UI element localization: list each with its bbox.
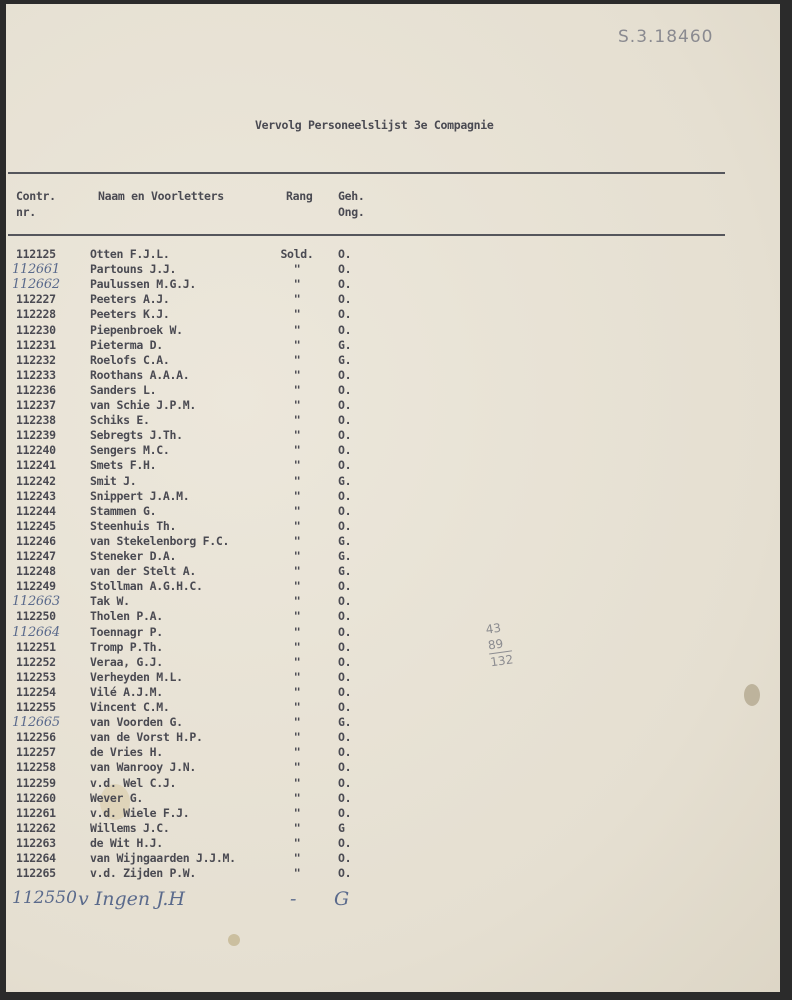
table-row bbox=[0, 579, 400, 594]
row-nr: 112661 bbox=[12, 262, 60, 278]
header-rang: Rang bbox=[286, 189, 313, 203]
row-geh: O. bbox=[338, 760, 352, 775]
row-name: Otten F.J.L. bbox=[90, 247, 170, 261]
row-geh: G. bbox=[338, 715, 352, 730]
row-name: v Ingen J.H bbox=[78, 888, 185, 910]
row-nr: 112550 bbox=[12, 888, 77, 908]
row-rang: " bbox=[293, 594, 301, 609]
row-geh: O. bbox=[338, 669, 352, 684]
row-geh: O. bbox=[338, 730, 352, 745]
row-name: v.d. Wel C.J. bbox=[90, 775, 177, 790]
row-geh: O. bbox=[338, 790, 352, 805]
table-row bbox=[0, 443, 400, 458]
row-geh: O. bbox=[338, 579, 352, 594]
row-rang: " bbox=[293, 443, 301, 458]
row-name: Smets F.H. bbox=[90, 458, 157, 473]
row-geh: O. bbox=[338, 413, 352, 428]
row-geh: O. bbox=[338, 367, 352, 382]
row-name: Roelofs C.A. bbox=[90, 352, 170, 367]
row-geh: G. bbox=[338, 337, 352, 352]
row-geh: O. bbox=[338, 488, 352, 503]
row-geh: O. bbox=[338, 443, 352, 458]
row-geh: O. bbox=[338, 398, 352, 412]
header-contr-nr bbox=[16, 188, 56, 220]
row-name: van Wanrooy J.N. bbox=[90, 760, 196, 775]
table-row bbox=[0, 851, 400, 866]
row-nr: 112261 bbox=[16, 805, 56, 820]
row-geh: O. bbox=[338, 609, 352, 624]
row-geh: O. bbox=[338, 382, 352, 397]
row-rang: " bbox=[293, 805, 301, 820]
table-row bbox=[0, 292, 400, 307]
row-rang: " bbox=[293, 367, 301, 382]
header-ong: Ong. bbox=[338, 205, 365, 219]
row-rang: " bbox=[293, 549, 301, 563]
row-rang: " bbox=[293, 533, 301, 548]
table-row bbox=[0, 413, 400, 428]
row-name: Vincent C.M. bbox=[90, 700, 170, 714]
row-rang: " bbox=[293, 624, 301, 639]
row-geh: O. bbox=[338, 700, 352, 714]
row-geh: O. bbox=[338, 322, 352, 337]
row-rang: " bbox=[293, 458, 301, 473]
row-name: Toennagr P. bbox=[90, 624, 163, 639]
row-rang: " bbox=[293, 352, 301, 367]
row-name: de Wit H.J. bbox=[90, 835, 163, 850]
row-nr: 112242 bbox=[16, 473, 56, 488]
row-nr: 112238 bbox=[16, 413, 56, 428]
row-rang: " bbox=[293, 745, 301, 760]
row-rang: " bbox=[293, 851, 301, 865]
row-name: Peeters A.J. bbox=[90, 292, 170, 307]
table-row bbox=[0, 564, 400, 579]
row-geh: O. bbox=[338, 458, 352, 473]
row-geh: G. bbox=[338, 352, 352, 367]
row-rang: " bbox=[293, 322, 301, 337]
row-nr: 112239 bbox=[16, 428, 56, 443]
row-rang: Sold. bbox=[280, 247, 314, 261]
table-row bbox=[0, 700, 400, 715]
table-row bbox=[0, 776, 400, 791]
row-geh: O. bbox=[338, 684, 352, 699]
row-nr: 112227 bbox=[16, 292, 56, 307]
row-geh: O. bbox=[338, 775, 352, 790]
row-geh: O. bbox=[338, 851, 352, 865]
row-name: Piepenbroek W. bbox=[90, 322, 183, 337]
table-row bbox=[0, 262, 400, 277]
row-rang: " bbox=[293, 473, 301, 488]
header-contr: Contr. bbox=[16, 189, 56, 203]
table-row bbox=[0, 866, 400, 881]
table-row bbox=[0, 791, 400, 806]
header-nr: nr. bbox=[16, 205, 36, 219]
table-row bbox=[0, 806, 400, 821]
row-name: Steenhuis Th. bbox=[90, 518, 177, 533]
table-row bbox=[0, 277, 400, 292]
row-geh: G. bbox=[338, 473, 352, 488]
row-nr: 112664 bbox=[12, 624, 60, 640]
row-name: v.d. Zijden P.W. bbox=[90, 866, 196, 881]
row-geh: O. bbox=[338, 518, 352, 533]
row-geh: G. bbox=[338, 564, 352, 579]
row-name: Snippert J.A.M. bbox=[90, 488, 190, 503]
table-row bbox=[0, 323, 400, 338]
row-rang: " bbox=[293, 503, 301, 518]
row-name: van der Stelt A. bbox=[90, 564, 196, 579]
row-geh: O. bbox=[338, 262, 352, 277]
row-name: de Vries H. bbox=[90, 745, 163, 760]
row-rang: " bbox=[293, 775, 301, 790]
row-nr: 112244 bbox=[16, 503, 56, 518]
table-row bbox=[0, 640, 400, 655]
row-geh: O. bbox=[338, 745, 352, 760]
annotation-line: 43 bbox=[484, 620, 502, 637]
table-row bbox=[0, 307, 400, 322]
row-nr: 112255 bbox=[16, 700, 56, 714]
handwritten-row bbox=[0, 888, 400, 914]
row-rang: " bbox=[293, 518, 301, 533]
row-nr: 112240 bbox=[16, 443, 56, 458]
table-row bbox=[0, 609, 400, 624]
stain bbox=[744, 684, 760, 706]
row-nr: 112253 bbox=[16, 669, 56, 684]
row-nr: 112243 bbox=[16, 488, 56, 503]
row-rang: " bbox=[293, 277, 301, 292]
row-name: Paulussen M.G.J. bbox=[90, 277, 196, 292]
divider bbox=[8, 172, 725, 174]
row-geh: G bbox=[334, 888, 350, 910]
table-row bbox=[0, 368, 400, 383]
row-name: Peeters K.J. bbox=[90, 307, 170, 322]
row-nr: 112125 bbox=[16, 247, 56, 261]
table-row bbox=[0, 338, 400, 353]
row-name: Tak W. bbox=[90, 594, 130, 609]
row-rang: " bbox=[293, 730, 301, 745]
row-rang: " bbox=[293, 398, 301, 412]
row-name: Verheyden M.L. bbox=[90, 669, 183, 684]
row-nr: 112245 bbox=[16, 518, 56, 533]
row-rang: " bbox=[293, 866, 301, 881]
table-row bbox=[0, 715, 400, 730]
row-geh: O. bbox=[338, 639, 352, 654]
table-row bbox=[0, 519, 400, 534]
row-rang: " bbox=[293, 337, 301, 352]
row-nr: 112663 bbox=[12, 594, 60, 610]
row-name: van Wijngaarden J.J.M. bbox=[90, 851, 236, 865]
table-row bbox=[0, 549, 400, 564]
table-row bbox=[0, 625, 400, 640]
row-geh: O. bbox=[338, 805, 352, 820]
row-geh: O. bbox=[338, 835, 352, 850]
row-rang: " bbox=[293, 292, 301, 307]
row-name: Pieterma D. bbox=[90, 337, 163, 352]
row-name: Tromp P.Th. bbox=[90, 639, 163, 654]
row-geh: O. bbox=[338, 594, 352, 609]
row-nr: 112237 bbox=[16, 398, 56, 412]
row-nr: 112247 bbox=[16, 549, 56, 563]
row-geh: O. bbox=[338, 292, 352, 307]
table-row bbox=[0, 428, 400, 443]
row-rang: " bbox=[293, 835, 301, 850]
row-rang: " bbox=[293, 262, 301, 277]
row-name: Vilé A.J.M. bbox=[90, 684, 163, 699]
row-rang: " bbox=[293, 382, 301, 397]
table-row bbox=[0, 474, 400, 489]
table-row bbox=[0, 489, 400, 504]
row-nr: 112262 bbox=[16, 820, 56, 835]
row-rang: " bbox=[293, 684, 301, 699]
row-rang: " bbox=[293, 790, 301, 805]
row-nr: 112230 bbox=[16, 322, 56, 337]
table-row bbox=[0, 247, 400, 262]
row-nr: 112228 bbox=[16, 307, 56, 322]
header-naam: Naam en Voorletters bbox=[98, 189, 224, 203]
row-rang: " bbox=[293, 760, 301, 775]
row-name: Veraa, G.J. bbox=[90, 654, 163, 669]
table-row bbox=[0, 594, 400, 609]
row-rang: " bbox=[293, 564, 301, 579]
row-nr: 112264 bbox=[16, 851, 56, 865]
table-row bbox=[0, 836, 400, 851]
row-rang: - bbox=[290, 888, 297, 910]
table-row bbox=[0, 655, 400, 670]
row-rang: " bbox=[293, 413, 301, 428]
row-nr: 112260 bbox=[16, 790, 56, 805]
row-name: Sanders L. bbox=[90, 382, 157, 397]
row-name: Wever G. bbox=[90, 790, 143, 805]
row-geh: O. bbox=[338, 624, 352, 639]
row-rang: " bbox=[293, 488, 301, 503]
row-name: van de Vorst H.P. bbox=[90, 730, 203, 745]
row-name: van Stekelenborg F.C. bbox=[90, 533, 230, 548]
page-title: Vervolg Personeelslijst 3e Compagnie bbox=[255, 118, 494, 132]
row-geh: O. bbox=[338, 247, 352, 261]
row-rang: " bbox=[293, 579, 301, 594]
row-name: Sengers M.C. bbox=[90, 443, 170, 458]
row-name: Partouns J.J. bbox=[90, 262, 177, 277]
row-nr: 112254 bbox=[16, 684, 56, 699]
row-nr: 112263 bbox=[16, 835, 56, 850]
row-nr: 112232 bbox=[16, 352, 56, 367]
row-geh: O. bbox=[338, 654, 352, 669]
row-name: Stollman A.G.H.C. bbox=[90, 579, 203, 594]
row-name: Stammen G. bbox=[90, 503, 157, 518]
row-rang: " bbox=[293, 428, 301, 443]
annotation-line: 89 bbox=[487, 634, 512, 654]
row-rang: " bbox=[293, 715, 301, 730]
row-nr: 112257 bbox=[16, 745, 56, 760]
table-row bbox=[0, 383, 400, 398]
row-name: Smit J. bbox=[90, 473, 137, 488]
row-rang: " bbox=[293, 307, 301, 322]
row-nr: 112665 bbox=[12, 715, 60, 731]
stain bbox=[228, 934, 240, 946]
row-nr: 112265 bbox=[16, 866, 56, 881]
row-rang: " bbox=[293, 654, 301, 669]
row-nr: 112248 bbox=[16, 564, 56, 579]
row-rang: " bbox=[293, 669, 301, 684]
row-nr: 112251 bbox=[16, 639, 56, 654]
row-nr: 112258 bbox=[16, 760, 56, 775]
row-nr: 112662 bbox=[12, 277, 60, 293]
row-rang: " bbox=[293, 639, 301, 654]
row-nr: 112250 bbox=[16, 609, 56, 624]
row-rang: " bbox=[293, 609, 301, 624]
table-row bbox=[0, 670, 400, 685]
row-nr: 112236 bbox=[16, 382, 56, 397]
row-name: van Schie J.P.M. bbox=[90, 398, 196, 412]
table-row bbox=[0, 458, 400, 473]
row-name: Tholen P.A. bbox=[90, 609, 163, 624]
row-name: v.d. Wiele F.J. bbox=[90, 805, 190, 820]
row-geh: O. bbox=[338, 866, 352, 881]
row-rang: " bbox=[293, 820, 301, 835]
table-row bbox=[0, 534, 400, 549]
annotation-line: 132 bbox=[489, 652, 515, 670]
row-geh: G bbox=[338, 820, 345, 835]
row-nr: 112259 bbox=[16, 775, 56, 790]
row-nr: 112233 bbox=[16, 367, 56, 382]
table-row bbox=[0, 730, 400, 745]
archive-number: S.3.18460 bbox=[618, 27, 714, 47]
table-row bbox=[0, 353, 400, 368]
header-geh: Geh. bbox=[338, 189, 365, 203]
row-nr: 112256 bbox=[16, 730, 56, 745]
row-nr: 112246 bbox=[16, 533, 56, 548]
row-nr: 112241 bbox=[16, 458, 56, 473]
row-geh: G. bbox=[338, 533, 352, 548]
header-geh-ong bbox=[338, 188, 365, 220]
divider bbox=[8, 234, 725, 236]
row-nr: 112249 bbox=[16, 579, 56, 594]
row-nr: 112231 bbox=[16, 337, 56, 352]
row-geh: O. bbox=[338, 307, 352, 322]
table-row bbox=[0, 398, 400, 413]
row-geh: O. bbox=[338, 277, 352, 292]
row-rang: " bbox=[293, 700, 301, 714]
row-name: Sebregts J.Th. bbox=[90, 428, 183, 443]
row-name: Steneker D.A. bbox=[90, 549, 177, 563]
row-geh: O. bbox=[338, 428, 352, 443]
row-name: Willems J.C. bbox=[90, 820, 170, 835]
row-name: Roothans A.A.A. bbox=[90, 367, 190, 382]
table-row bbox=[0, 504, 400, 519]
row-geh: G. bbox=[338, 549, 352, 563]
table-row bbox=[0, 821, 400, 836]
row-name: Schiks E. bbox=[90, 413, 150, 428]
table-row bbox=[0, 685, 400, 700]
row-geh: O. bbox=[338, 503, 352, 518]
table-row bbox=[0, 760, 400, 775]
row-name: van Voorden G. bbox=[90, 715, 183, 730]
table-row bbox=[0, 745, 400, 760]
row-nr: 112252 bbox=[16, 654, 56, 669]
